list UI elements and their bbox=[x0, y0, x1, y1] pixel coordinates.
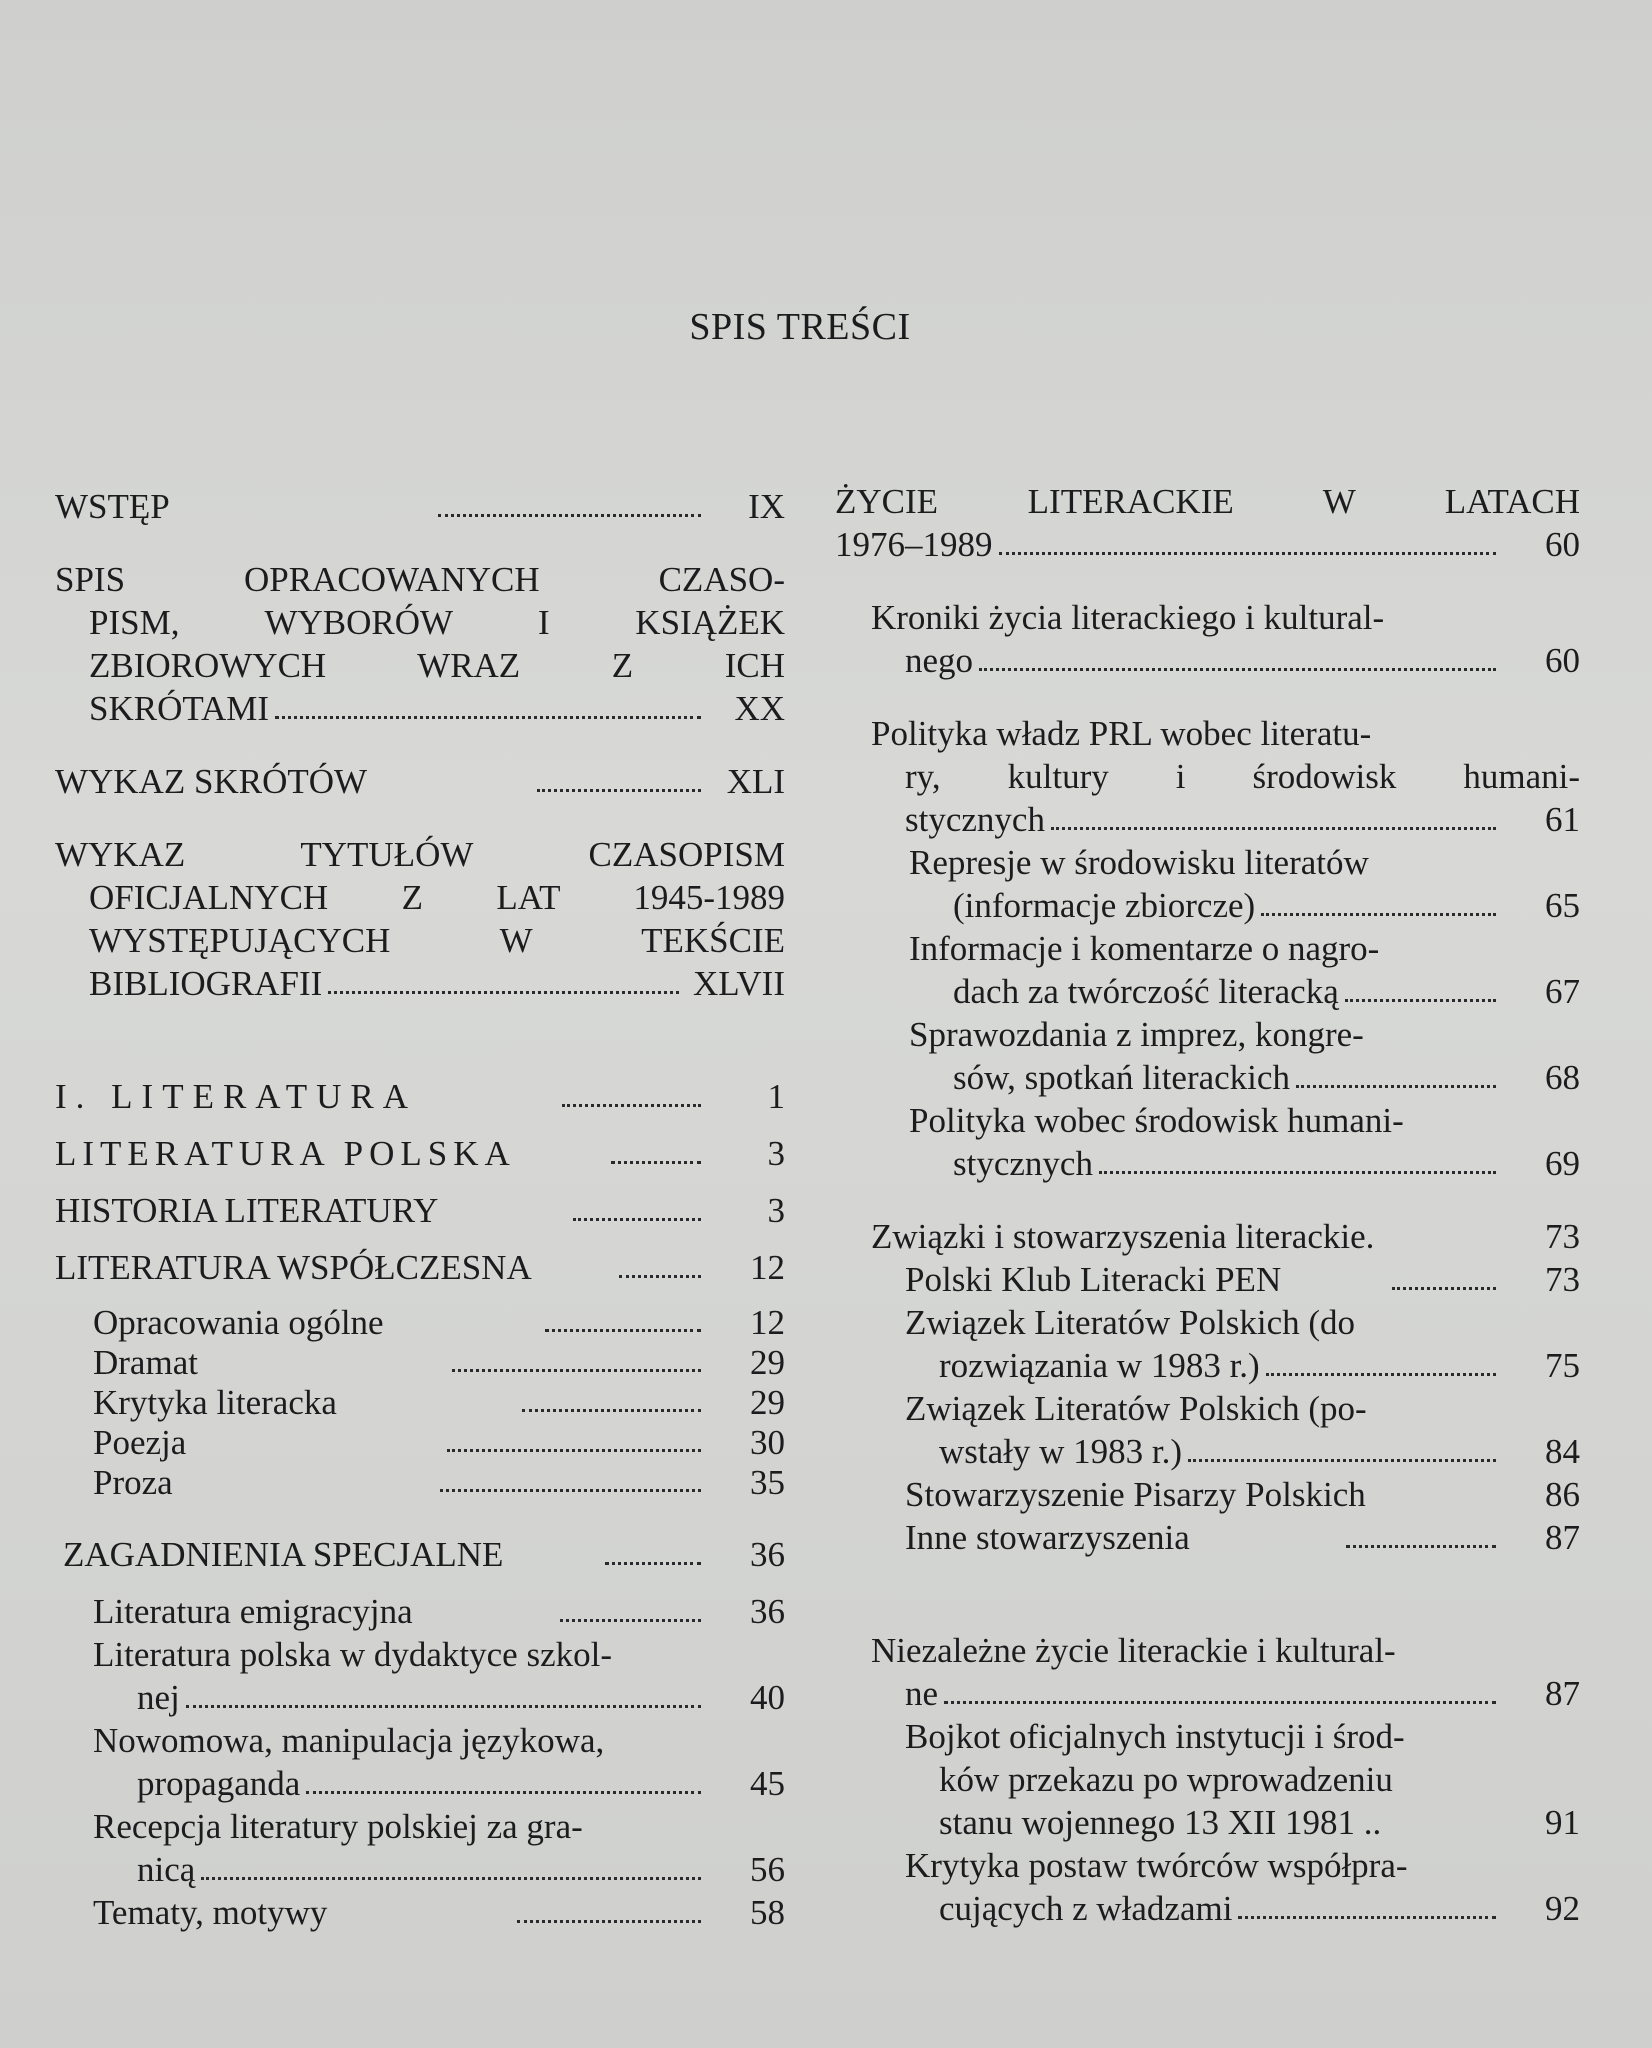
toc-entry-wykaz-tytulow[interactable] bbox=[55, 833, 785, 1005]
toc-label-line: WYSTĘPUJĄCYCH W TEKŚCIE bbox=[89, 921, 785, 960]
toc-page-number: 30 bbox=[750, 1423, 786, 1462]
toc-label-line: Niezależne życie literackie i kultural- bbox=[871, 1631, 1396, 1670]
toc-page-number: 73 bbox=[1545, 1260, 1580, 1299]
toc-label: HISTORIA LITERATURY bbox=[55, 1191, 439, 1230]
toc-subentry[interactable] bbox=[93, 1343, 785, 1383]
toc-label-line: ZBIOROWYCH WRAZ Z ICH bbox=[89, 646, 785, 685]
toc-page-number: 75 bbox=[1545, 1346, 1580, 1385]
toc-page-number: 29 bbox=[750, 1383, 785, 1422]
toc-page-number: 45 bbox=[750, 1764, 785, 1803]
toc-page-number: 61 bbox=[1545, 800, 1580, 839]
dot-leader bbox=[619, 1275, 701, 1278]
toc-label: ZAGADNIENIA SPECJALNE bbox=[63, 1535, 504, 1574]
toc-label-line: Związek Literatów Polskich (do bbox=[905, 1303, 1356, 1342]
niezalezne-subentries bbox=[871, 1715, 1580, 1930]
toc-page-number: 29 bbox=[750, 1343, 786, 1382]
toc-subentry[interactable] bbox=[93, 1303, 785, 1343]
toc-entry-historia[interactable] bbox=[55, 1189, 785, 1232]
toc-subentry-zlp-do-1983[interactable] bbox=[905, 1301, 1580, 1387]
dot-leader bbox=[328, 991, 679, 994]
dot-leader bbox=[1346, 1545, 1496, 1548]
toc-page-number: 91 bbox=[1545, 1803, 1580, 1842]
dot-leader bbox=[1345, 999, 1496, 1002]
toc-label-line: stanu wojennego 13 XII 1981 .. bbox=[939, 1803, 1382, 1842]
dot-leader bbox=[999, 552, 1497, 555]
toc-label-line: SKRÓTAMI bbox=[89, 689, 269, 728]
toc-page-number: 36 bbox=[750, 1535, 785, 1574]
toc-label: WSTĘP bbox=[55, 487, 170, 526]
zwiazki-subentries bbox=[871, 1258, 1580, 1559]
toc-label-line: OFICJALNYCH Z LAT 1945-1989 bbox=[89, 878, 785, 917]
toc-label: Polski Klub Literacki PEN bbox=[905, 1260, 1282, 1299]
toc-label: Krytyka literacka bbox=[93, 1383, 337, 1422]
toc-subentry[interactable] bbox=[93, 1590, 785, 1633]
toc-subentry-zwiazki[interactable] bbox=[871, 1215, 1580, 1258]
toc-label: Dramat bbox=[93, 1343, 198, 1382]
toc-label-line: rozwiązania w 1983 r.) bbox=[939, 1346, 1260, 1385]
toc-label: LITERATURA POLSKA bbox=[55, 1134, 516, 1173]
toc-page-number: 60 bbox=[1545, 641, 1580, 680]
toc-label-line: Związek Literatów Polskich (po- bbox=[905, 1389, 1367, 1428]
dot-leader bbox=[1051, 827, 1496, 830]
toc-label-line: dach za twórczość literacką bbox=[953, 972, 1339, 1011]
toc-subentry-krytyka[interactable] bbox=[905, 1844, 1580, 1930]
toc-page-number: 36 bbox=[750, 1592, 785, 1631]
toc-label-line: ków przekazu po wprowadzeniu bbox=[939, 1760, 1393, 1799]
toc-page-number: 60 bbox=[1545, 525, 1580, 564]
dot-leader bbox=[562, 1104, 701, 1107]
toc-label: Poezja bbox=[93, 1423, 187, 1462]
dot-leader bbox=[545, 1329, 701, 1332]
page-title: SPIS TREŚCI bbox=[689, 306, 911, 348]
toc-label-line: Nowomowa, manipulacja językowa, bbox=[93, 1721, 605, 1760]
toc-page-number: 35 bbox=[750, 1463, 786, 1502]
dot-leader bbox=[517, 1920, 701, 1923]
toc-label-line: ne bbox=[905, 1674, 939, 1713]
toc-label: Literatura emigracyjna bbox=[93, 1592, 413, 1631]
dot-leader bbox=[306, 1791, 701, 1794]
toc-label-line: BIBLIOGRAFII bbox=[89, 964, 323, 1003]
toc-subentry-bojkot[interactable] bbox=[905, 1715, 1580, 1844]
toc-label-line: Recepcja literatury polskiej za gra- bbox=[93, 1807, 583, 1846]
toc-label-line: PISM, WYBORÓW I KSIĄŻEK bbox=[89, 603, 785, 642]
toc-entry-zycie-literackie[interactable] bbox=[835, 480, 1580, 566]
toc-subentry-represje[interactable] bbox=[909, 841, 1580, 927]
toc-page-number: 86 bbox=[1545, 1475, 1580, 1514]
toc-entry-wspolczesna[interactable] bbox=[55, 1246, 785, 1289]
toc-page-number: 1 bbox=[767, 1077, 785, 1116]
dot-leader bbox=[1188, 1459, 1496, 1462]
toc-subentry[interactable] bbox=[93, 1719, 785, 1805]
toc-page-number: 69 bbox=[1545, 1144, 1580, 1183]
toc-page-number: 3 bbox=[767, 1134, 785, 1173]
toc-page-number: 73 bbox=[1545, 1217, 1580, 1256]
toc-subentry-spp[interactable] bbox=[905, 1473, 1580, 1516]
toc-label-line: ŻYCIE LITERACKIE W LATACH bbox=[835, 482, 1580, 521]
toc-label-line: Informacje i komentarze o nagro- bbox=[909, 929, 1380, 968]
toc-subentry-zlp-od-1983[interactable] bbox=[905, 1387, 1580, 1473]
toc-label: Tematy, motywy bbox=[93, 1893, 328, 1932]
toc-label-line: (informacje zbiorcze) bbox=[953, 886, 1256, 925]
zycie-subentries bbox=[835, 596, 1580, 1930]
dot-leader bbox=[275, 716, 701, 719]
toc-label: Opracowania ogólne bbox=[93, 1303, 384, 1342]
toc-entry-wstep[interactable] bbox=[55, 485, 785, 528]
toc-page-number: XX bbox=[734, 689, 785, 728]
toc-label-line: Represje w środowisku literatów bbox=[909, 843, 1369, 882]
toc-subentry[interactable] bbox=[93, 1633, 785, 1719]
toc-label: Inne stowarzyszenia bbox=[905, 1518, 1190, 1557]
dot-leader bbox=[1266, 1373, 1496, 1376]
toc-page-number: 84 bbox=[1545, 1432, 1580, 1471]
dot-leader bbox=[537, 789, 701, 792]
toc-entry-spis-opracowanych[interactable] bbox=[55, 558, 785, 730]
toc-page-number: 12 bbox=[750, 1303, 785, 1342]
toc-label-line: SPIS OPRACOWANYCH CZASO- bbox=[55, 560, 785, 599]
zagadnienia-subentries bbox=[55, 1590, 785, 1934]
toc-subentry-sprawozdania[interactable] bbox=[909, 1013, 1580, 1099]
dot-leader bbox=[201, 1877, 701, 1880]
toc-page-number: 12 bbox=[750, 1248, 785, 1287]
toc-subentry[interactable] bbox=[93, 1891, 785, 1934]
dot-leader bbox=[440, 1489, 701, 1492]
toc-page-number: 67 bbox=[1545, 972, 1580, 1011]
dot-leader bbox=[1261, 913, 1496, 916]
toc-left-column bbox=[55, 485, 785, 1934]
toc-label-line: Literatura polska w dydaktyce szkol- bbox=[93, 1635, 612, 1674]
dot-leader bbox=[1099, 1171, 1496, 1174]
toc-page-number: IX bbox=[748, 487, 786, 526]
dot-leader bbox=[522, 1409, 701, 1412]
dot-leader bbox=[560, 1619, 701, 1622]
toc-subentry-niezalezne[interactable] bbox=[871, 1629, 1580, 1715]
dot-leader bbox=[1238, 1916, 1496, 1919]
wspolczesna-subentries bbox=[55, 1303, 785, 1503]
toc-entry-literatura-polska[interactable] bbox=[55, 1132, 785, 1175]
toc-page-number: 87 bbox=[1545, 1674, 1580, 1713]
toc-subentry-pen[interactable] bbox=[905, 1258, 1580, 1301]
dot-leader bbox=[1296, 1085, 1496, 1088]
dot-leader bbox=[186, 1705, 701, 1708]
toc-subentry[interactable] bbox=[93, 1805, 785, 1891]
toc-label-line: stycznych bbox=[953, 1144, 1093, 1183]
toc-label-line: Polityka władz PRL wobec literatu- bbox=[871, 714, 1372, 753]
dot-leader bbox=[438, 514, 701, 517]
toc-page-number: 56 bbox=[750, 1850, 785, 1889]
toc-page-number: 40 bbox=[750, 1678, 785, 1717]
toc-page-number: 65 bbox=[1545, 886, 1580, 925]
toc-subentry-polityka[interactable] bbox=[871, 712, 1580, 841]
toc-label-line: sów, spotkań literackich bbox=[953, 1058, 1290, 1097]
dot-leader bbox=[611, 1161, 701, 1164]
toc-label: Związki i stowarzyszenia literackie. bbox=[871, 1217, 1375, 1256]
dot-leader bbox=[452, 1369, 701, 1372]
polityka-subentries bbox=[871, 841, 1580, 1185]
toc-page-number: XLI bbox=[726, 762, 786, 801]
toc-subentry-informacje[interactable] bbox=[909, 927, 1580, 1013]
toc-entry-wykaz-skrotow[interactable] bbox=[55, 760, 785, 803]
dot-leader bbox=[944, 1701, 1496, 1704]
dot-leader bbox=[1392, 1287, 1496, 1290]
toc-label-line: Sprawozdania z imprez, kongre- bbox=[909, 1015, 1364, 1054]
toc-label-line: wstały w 1983 r.) bbox=[939, 1432, 1183, 1471]
toc-label-line: Polityka wobec środowisk humani- bbox=[909, 1101, 1404, 1140]
toc-label: Proza bbox=[93, 1463, 173, 1502]
toc-label-line: cujących z władzami bbox=[939, 1889, 1233, 1928]
toc-label-line: propaganda bbox=[137, 1764, 301, 1803]
toc-label: Stowarzyszenie Pisarzy Polskich bbox=[905, 1475, 1366, 1514]
dot-leader bbox=[573, 1218, 701, 1221]
toc-subentry[interactable] bbox=[93, 1383, 785, 1423]
toc-page-number: 87 bbox=[1545, 1518, 1581, 1557]
toc-label-line: Krytyka postaw twórców współpra- bbox=[905, 1846, 1408, 1885]
toc-subentry-inne[interactable] bbox=[905, 1516, 1580, 1559]
toc-entry-zagadnienia[interactable] bbox=[55, 1533, 785, 1576]
dot-leader bbox=[605, 1562, 701, 1565]
dot-leader bbox=[979, 668, 1496, 671]
toc-label-line: nego bbox=[905, 641, 974, 680]
toc-label-line: Bojkot oficjalnych instytucji i środ- bbox=[905, 1717, 1405, 1756]
toc-subentry-polityka-srodowisk[interactable] bbox=[909, 1099, 1580, 1185]
toc-page-number: 3 bbox=[767, 1191, 785, 1230]
toc-label-line: nicą bbox=[137, 1850, 196, 1889]
dot-leader bbox=[447, 1449, 701, 1452]
toc-page-number: 92 bbox=[1545, 1889, 1580, 1928]
toc-right-column bbox=[835, 480, 1580, 1930]
toc-subentry-kroniki[interactable] bbox=[871, 596, 1580, 682]
toc-page-number: XLVII bbox=[692, 964, 785, 1003]
toc-label-line: nej bbox=[137, 1678, 180, 1717]
toc-subentry[interactable] bbox=[93, 1463, 785, 1503]
toc-label: WYKAZ SKRÓTÓW bbox=[55, 762, 368, 801]
toc-entry-literatura[interactable] bbox=[55, 1075, 785, 1118]
toc-subentry[interactable] bbox=[93, 1423, 785, 1463]
toc-label-line: Kroniki życia literackiego i kultural- bbox=[871, 598, 1385, 637]
toc-label: LITERATURA WSPÓŁCZESNA bbox=[55, 1248, 532, 1287]
toc-label-line: ry, kultury i środowisk humani- bbox=[905, 757, 1580, 796]
toc-page-number: 58 bbox=[750, 1893, 785, 1932]
toc-label: I. LITERATURA bbox=[55, 1077, 417, 1116]
toc-label-line: WYKAZ TYTUŁÓW CZASOPISM bbox=[55, 835, 785, 874]
toc-page-number: 68 bbox=[1545, 1058, 1580, 1097]
toc-label-line: 1976–1989 bbox=[835, 525, 993, 564]
toc-label-line: stycznych bbox=[905, 800, 1045, 839]
